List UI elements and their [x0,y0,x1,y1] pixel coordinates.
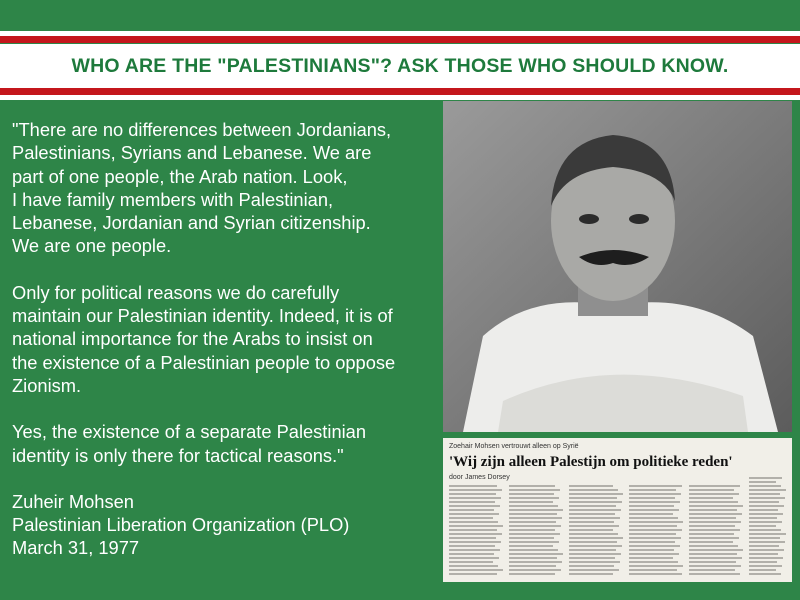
quote-paragraph-1: "There are no differences between Jordanians, Palestinians, Syrians and Lebanese. We are part of one people, the Arab nation. Look, I have family members with Palestinian, Lebanese, Jordanian and Syrian citizenship. We are one people. [12,119,392,257]
portrait-photo [443,101,792,432]
attribution-name: Zuheir Mohsen [12,490,134,512]
quote-paragraph-3: Yes, the existence of a separate Palestinian identity is only there for tactical reasons." [12,421,367,466]
portrait-image [443,101,792,432]
attribution-organization: Palestinian Liberation Organization (PLO) [12,514,350,536]
clipping-kicker: Zoehair Mohsen vertrouwt alleen op Syrië [449,443,579,450]
top-white-stripe [0,31,800,36]
page-title: WHO ARE THE "PALESTINIANS"? ASK THOSE WHO SHOULD KNOW. [71,54,729,77]
clipping-headline: 'Wij zijn alleen Palestijn om politieke reden' [449,454,733,470]
attribution [12,490,442,560]
attribution-date: March 31, 1977 [12,537,140,559]
bottom-red-stripe [0,88,800,95]
clipping-byline: door James Dorsey [449,474,510,481]
headline-banner [0,44,800,88]
quote-paragraph-2: Only for political reasons we do carefully maintain our Palestinian identity. Indeed, it is of national importance for the Arabs to insist on the existence of a Palestinian people to oppose Zionism. [12,281,396,396]
top-red-stripe [0,36,800,43]
clipping-text-lines [443,438,792,582]
bottom-white-stripe [0,95,800,100]
quote-block [12,118,442,560]
newspaper-clipping [443,438,792,582]
